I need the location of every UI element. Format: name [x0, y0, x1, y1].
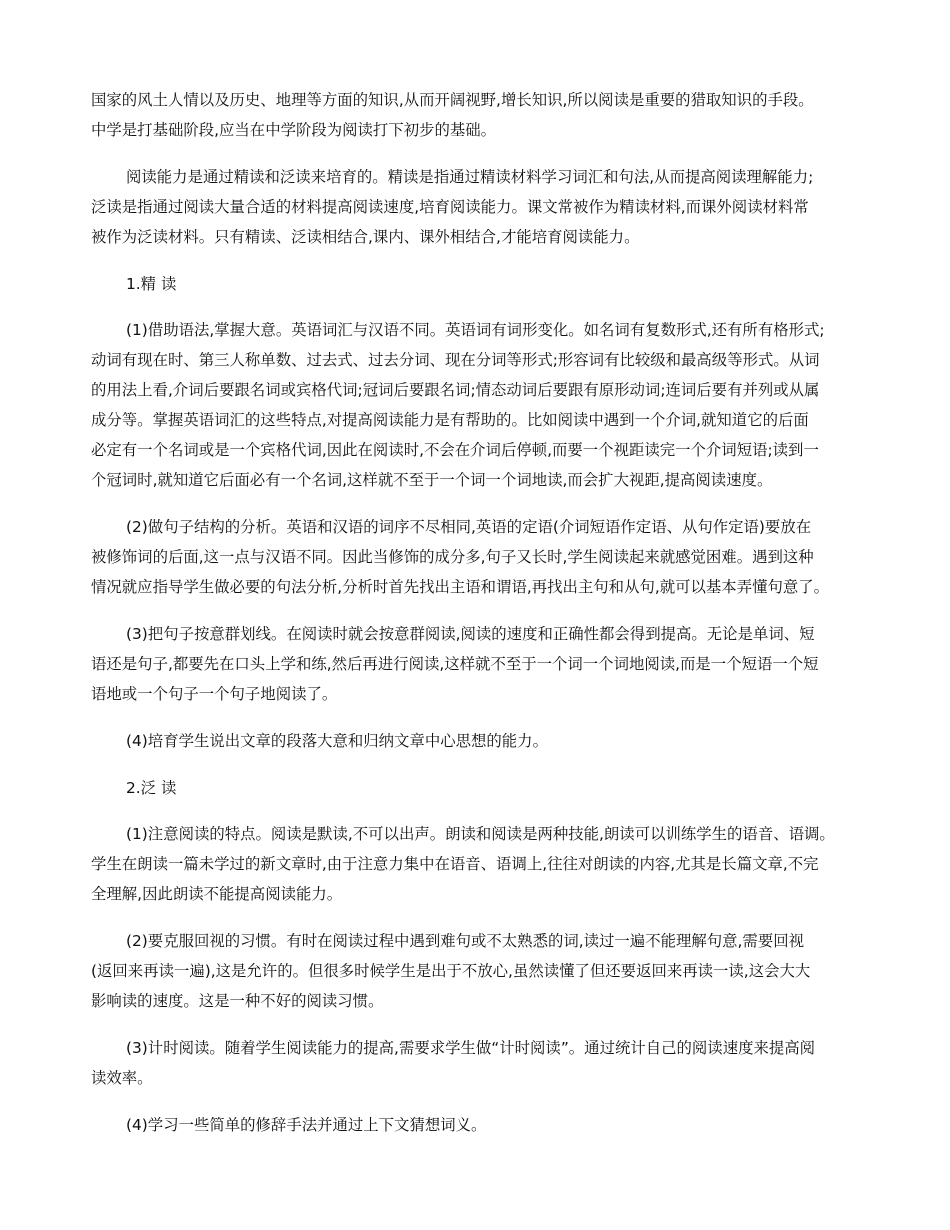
text-line: 成分等。掌握英语词汇的这些特点,对提高阅读能力是有帮助的。比如阅读中遇到一个介词,就知道它的后面	[91, 411, 809, 429]
text-line: 的用法上看,介词后要跟名词或宾格代词;冠词后要跟名词;情态动词后要跟有原形动词;连词后要有并列或从属	[91, 381, 820, 399]
section-heading-extensive-reading: 2.泛 读	[126, 779, 177, 797]
text-line: (3)把句子按意群划线。在阅读时就会按意群阅读,阅读的速度和正确性都会得到提高。无论是单词、短	[126, 625, 815, 643]
text-line: 国家的风土人情以及历史、地理等方面的知识,从而开阔视野,增长知识,所以阅读是重要的猎取知识的手段。	[91, 91, 814, 109]
text-line: 学生在朗读一篇未学过的新文章时,由于注意力集中在语音、语调上,往往对朗读的内容,尤其是长篇文章,不完	[91, 855, 819, 873]
text-line: 影响读的速度。这是一种不好的阅读习惯。	[91, 992, 384, 1010]
text-line: 必定有一个名词或是一个宾格代词,因此在阅读时,不会在介词后停顿,而要一个视距读完一个介词短语;读到一	[91, 441, 819, 459]
text-line: (1)借助语法,掌握大意。英语词汇与汉语不同。英语词有词形变化。如名词有复数形式,还有所有格形式;	[126, 321, 825, 339]
text-line: (3)计时阅读。随着学生阅读能力的提高,需要求学生做“计时阅读”。通过统计自己的阅读速度来提高阅	[126, 1039, 816, 1057]
text-line: (2)要克服回视的习惯。有时在阅读过程中遇到难句或不太熟悉的词,读过一遍不能理解句意,需要回视	[126, 932, 804, 950]
text-line: 阅读能力是通过精读和泛读来培育的。精读是指通过精读材料学习词汇和句法,从而提高阅读理解能力;	[126, 168, 814, 186]
text-line: 语地或一个句子一个句子地阅读了。	[91, 685, 338, 703]
text-line: 被修饰词的后面,这一点与汉语不同。因此当修饰的成分多,句子又长时,学生阅读起来就感觉困难。遇到这种	[91, 548, 814, 566]
text-line: 个冠词时,就知道它后面必有一个名词,这样就不至于一个词一个词地读,而会扩大视距,提高阅读速度。	[91, 471, 773, 489]
text-line: 泛读是指通过阅读大量合适的材料提高阅读速度,培育阅读能力。课文常被作为精读材料,而课外阅读材料常	[91, 198, 809, 216]
text-line: 被作为泛读材料。只有精读、泛读相结合,课内、课外相结合,才能培育阅读能力。	[91, 228, 640, 246]
section-heading-intensive-reading: 1.精 读	[126, 275, 177, 293]
text-line: 中学是打基础阶段,应当在中学阶段为阅读打下初步的基础。	[91, 121, 497, 139]
text-line: (2)做句子结构的分析。英语和汉语的词序不尽相同,英语的定语(介词短语作定语、从句作定语)要放在	[126, 518, 812, 536]
intensive-item-4: (4)培育学生说出文章的段落大意和归纳文章中心思想的能力。	[126, 732, 548, 750]
text-line: 动词有现在时、第三人称单数、过去式、过去分词、现在分词等形式;形容词有比较级和最高级等形式。从词	[91, 351, 820, 369]
text-line: 语还是句子,都要先在口头上学和练,然后再进行阅读,这样就不至于一个词一个词地阅读,而是一个短语一个短	[91, 655, 819, 673]
text-line: (1)注意阅读的特点。阅读是默读,不可以出声。朗读和阅读是两种技能,朗读可以训练学生的语音、语调。	[126, 825, 835, 843]
extensive-item-4: (4)学习一些简单的修辞手法并通过上下文猜想词义。	[126, 1116, 487, 1134]
text-line: 情况就应指导学生做必要的句法分析,分析时首先找出主语和谓语,再找出主句和从句,就可以基本弄懂句意了。	[91, 578, 830, 596]
text-line: 全理解,因此朗读不能提高阅读能力。	[91, 885, 343, 903]
text-line: 读效率。	[91, 1069, 153, 1087]
text-line: (返回来再读一遍),这是允许的。但很多时候学生是出于不放心,虽然读懂了但还要返回来再读一读,这会大大	[91, 962, 811, 980]
